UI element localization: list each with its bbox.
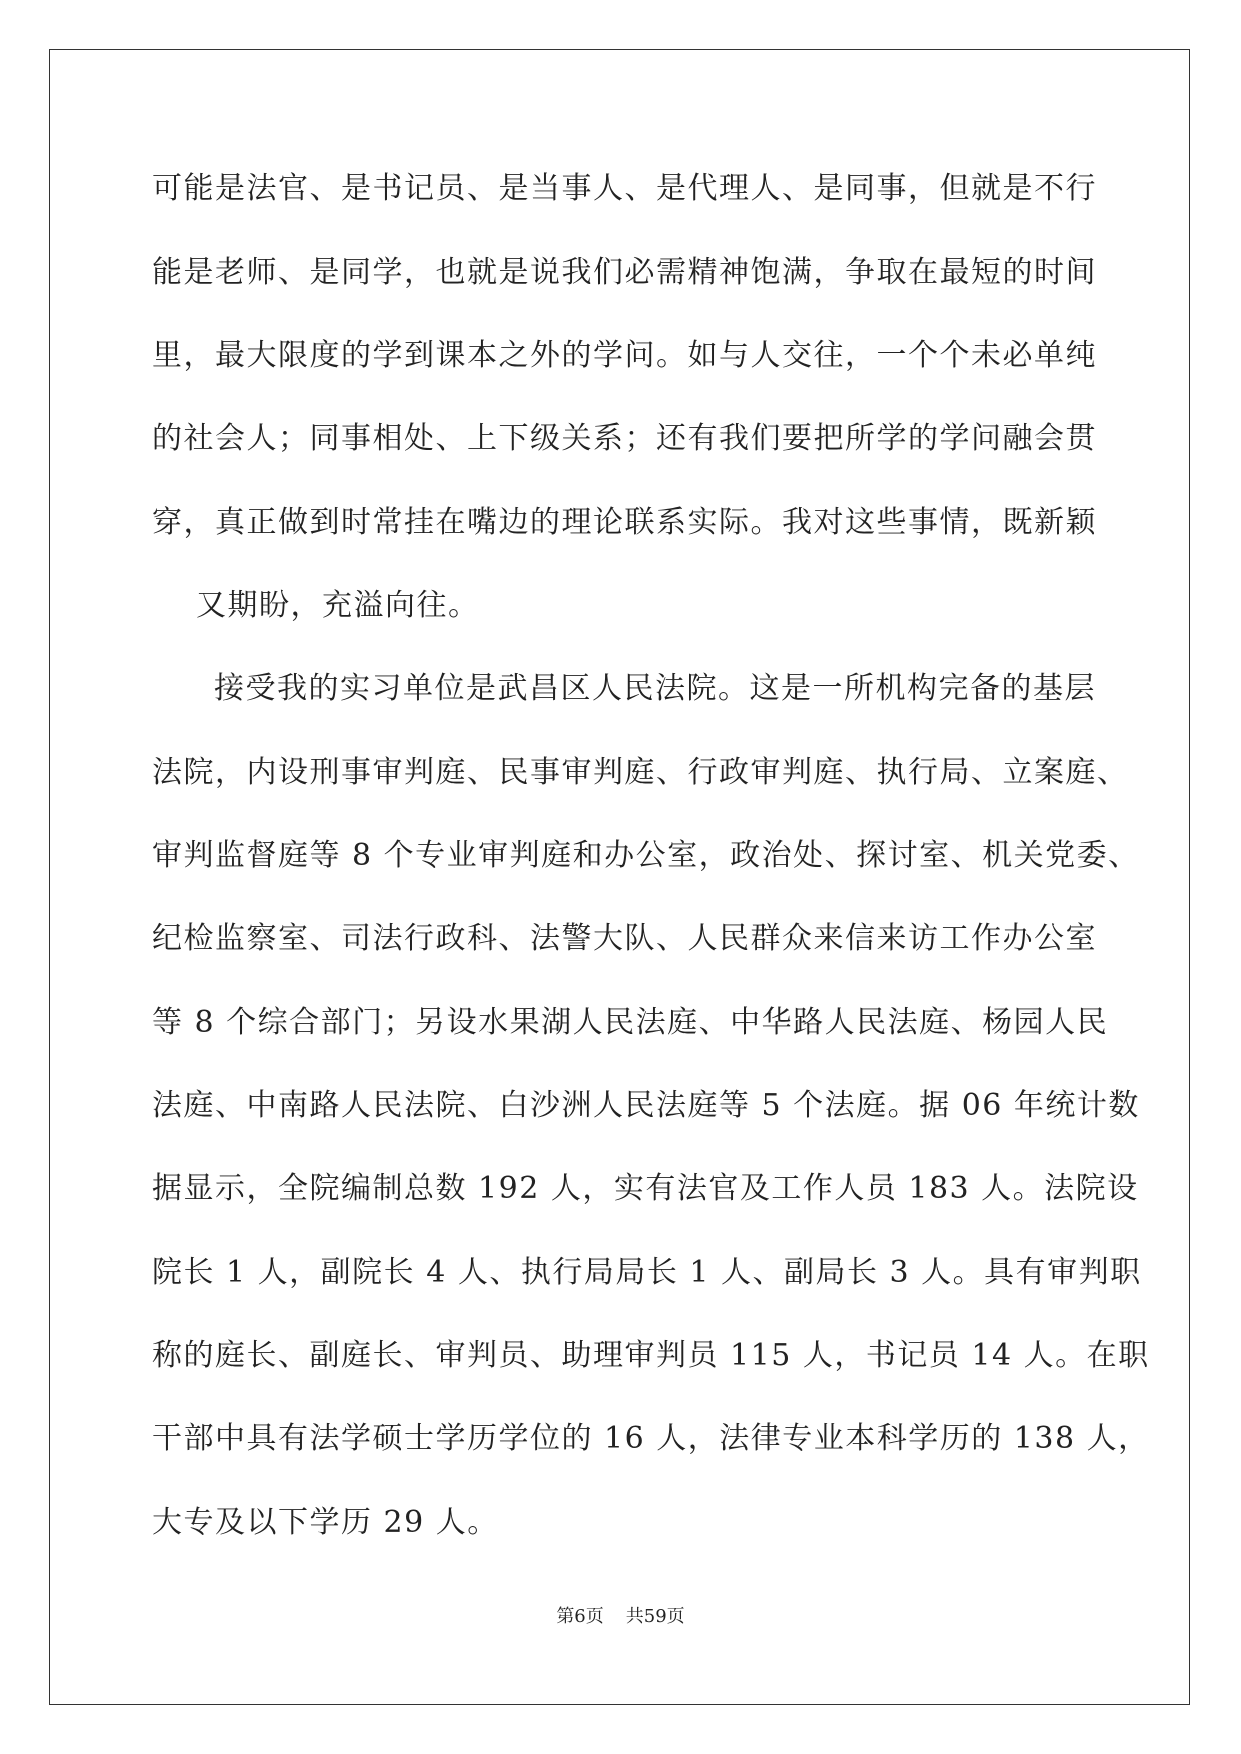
body-text-line: 法庭、中南路人民法院、白沙洲人民法庭等 5 个法庭。据 06 年统计数 xyxy=(152,1088,1140,1123)
body-text-line: 纪检监察室、司法行政科、法警大队、人民群众来信来访工作办公室 xyxy=(152,921,1097,956)
body-text-line: 法院，内设刑事审判庭、民事审判庭、行政审判庭、执行局、立案庭、 xyxy=(152,755,1129,790)
body-text-line: 据显示，全院编制总数 192 人，实有法官及工作人员 183 人。法院设 xyxy=(152,1171,1139,1206)
body-text-line: 又期盼，充溢向往。 xyxy=(196,588,480,623)
body-text-line: 穿，真正做到时常挂在嘴边的理论联系实际。我对这些事情，既新颖 xyxy=(152,505,1097,540)
body-text-line: 审判监督庭等 8 个专业审判庭和办公室，政治处、探讨室、机关党委、 xyxy=(152,838,1140,873)
body-text-line: 大专及以下学历 29 人。 xyxy=(152,1505,499,1540)
body-text-line: 可能是法官、是书记员、是当事人、是代理人、是同事，但就是不行 xyxy=(152,171,1097,206)
body-text-line: 的社会人；同事相处、上下级关系；还有我们要把所学的学问融会贯 xyxy=(152,421,1097,456)
total-pages: 共59页 xyxy=(625,1606,685,1627)
page-number: 第6页 xyxy=(556,1606,604,1627)
page-footer xyxy=(0,1605,1241,1629)
body-text-line: 称的庭长、副庭长、审判员、助理审判员 115 人，书记员 14 人。在职 xyxy=(152,1338,1150,1373)
body-text-line: 接受我的实习单位是武昌区人民法院。这是一所机构完备的基层 xyxy=(214,671,1096,706)
body-text-line: 干部中具有法学硕士学历学位的 16 人，法律专业本科学历的 138 人， xyxy=(152,1421,1150,1456)
body-text-line: 院长 1 人，副院长 4 人、执行局局长 1 人、副局长 3 人。具有审判职 xyxy=(152,1255,1142,1290)
body-text-line: 能是老师、是同学，也就是说我们必需精神饱满，争取在最短的时间 xyxy=(152,255,1097,290)
body-text-line: 里，最大限度的学到课本之外的学问。如与人交往，一个个未必单纯 xyxy=(152,338,1097,373)
body-text-line: 等 8 个综合部门；另设水果湖人民法庭、中华路人民法庭、杨园人民 xyxy=(152,1005,1109,1040)
